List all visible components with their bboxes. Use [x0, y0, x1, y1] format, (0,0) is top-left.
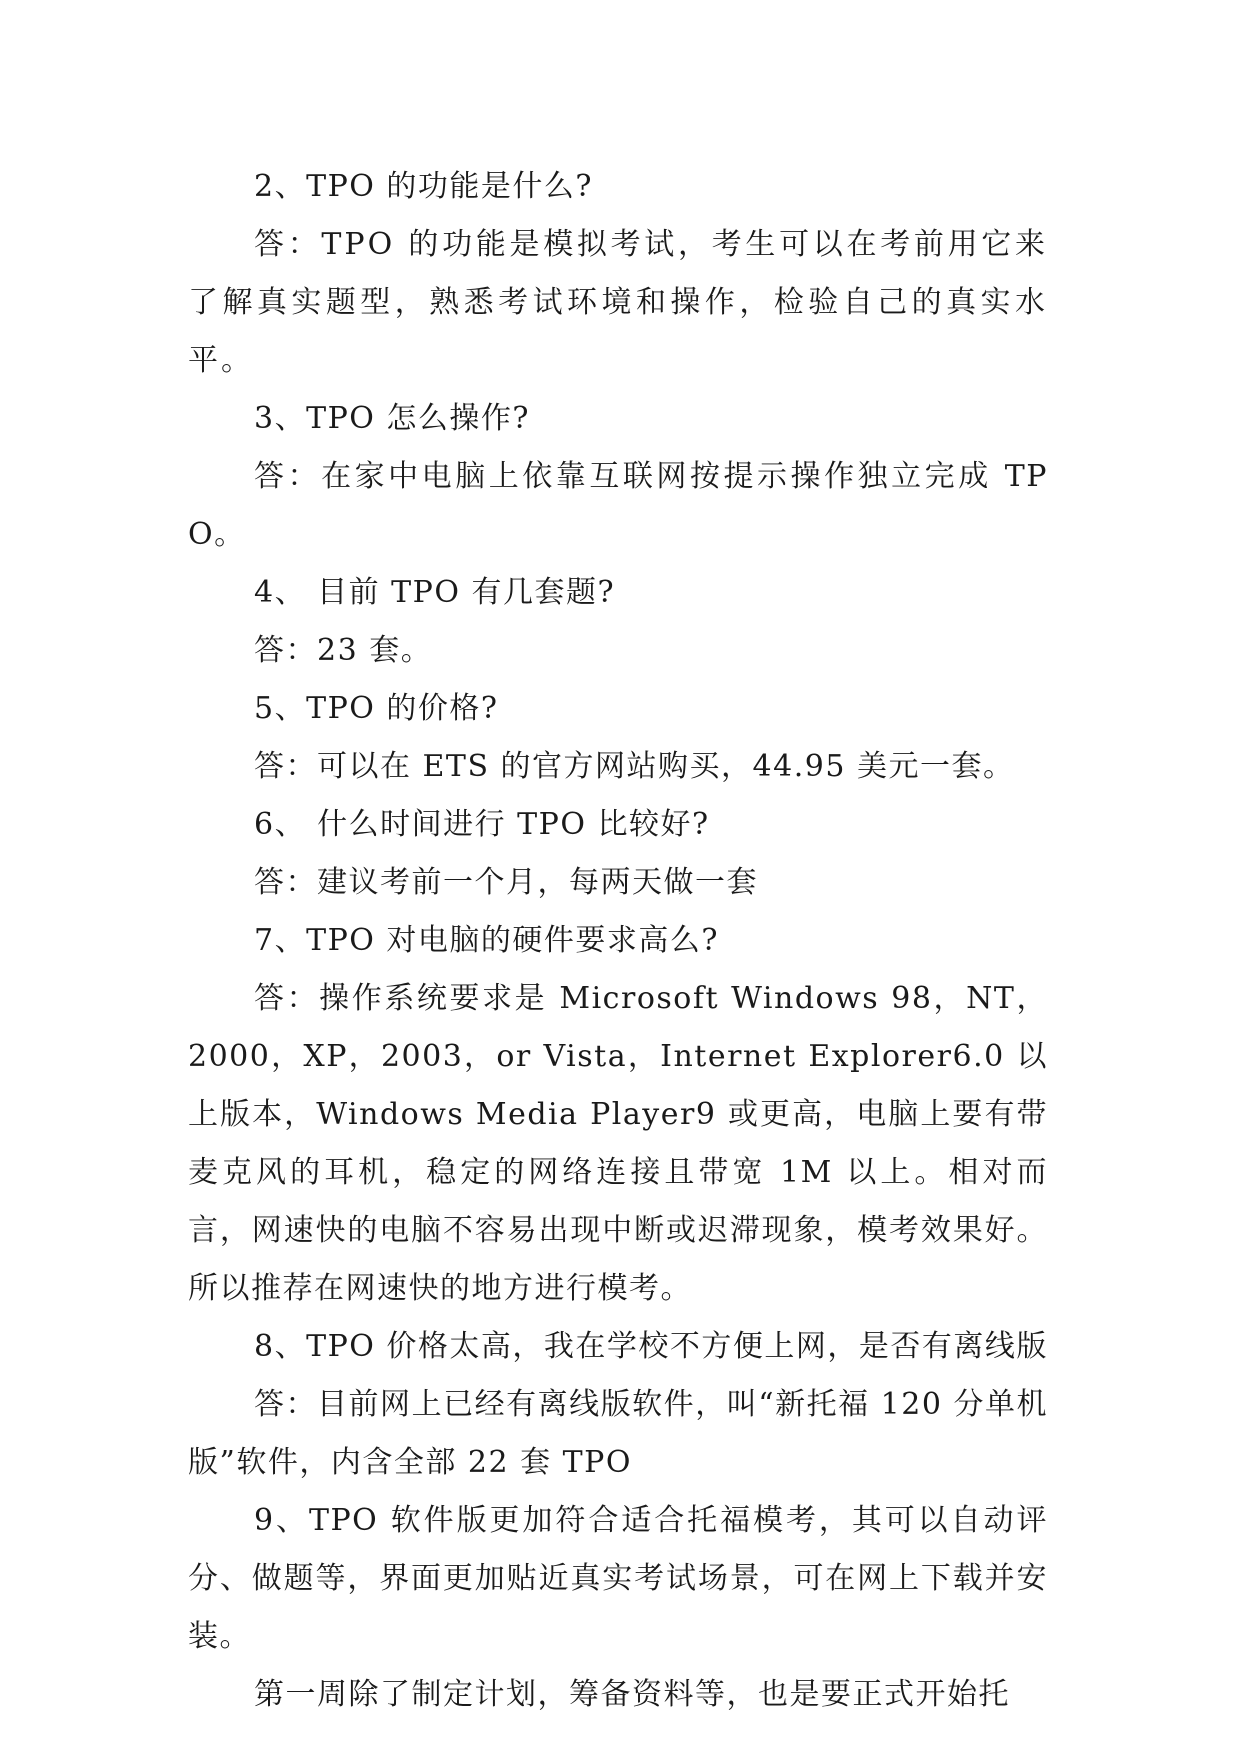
answer-2: 答：TPO 的功能是模拟考试，考生可以在考前用它来了解真实题型，熟悉考试环境和操作，检验自己的真实水平。	[188, 227, 1048, 378]
question-8: 8、TPO 价格太高，我在学校不方便上网，是否有离线版	[254, 1329, 1048, 1364]
answer-5: 答：可以在 ETS 的官方网站购买，44.95 美元一套。	[254, 749, 1015, 784]
question-5: 5、TPO 的价格?	[254, 691, 499, 726]
question-2: 2、TPO 的功能是什么?	[254, 169, 593, 204]
question-3: 3、TPO 怎么操作?	[254, 401, 530, 436]
question-7: 7、TPO 对电脑的硬件要求高么?	[254, 923, 719, 958]
answer-7: 答：操作系统要求是 Microsoft Windows 98，NT，2000，XP，2003，or Vista，Internet Explorer6.0 以上版本，Windows Media Player9 或更高，电脑上要有带麦克风的耳机，稳定的网络连接且带宽 1M 以上。相对而言，网速快的电脑不容易出现中断或迟滞现象，模考效果好。所以推荐在网速快的地方进行模考。	[188, 981, 1048, 1306]
answer-3: 答：在家中电脑上依靠互联网按提示操作独立完成 TPO。	[188, 459, 1048, 552]
answer-4: 答：23 套。	[254, 633, 433, 668]
week-one-paragraph: 第一周除了制定计划，筹备资料等，也是要正式开始托	[254, 1677, 1010, 1712]
question-6: 6、 什么时间进行 TPO 比较好?	[254, 807, 710, 842]
answer-8: 答：目前网上已经有离线版软件，叫“新托福 120 分单机版”软件，内含全部 22 套 TPO	[188, 1387, 1048, 1480]
question-4: 4、 目前 TPO 有几套题?	[254, 575, 616, 610]
document-body	[188, 158, 1048, 1724]
item-9: 9、TPO 软件版更加符合适合托福模考，其可以自动评分、做题等，界面更加贴近真实考试场景，可在网上下载并安装。	[188, 1503, 1048, 1654]
answer-6: 答：建议考前一个月，每两天做一套	[254, 865, 758, 900]
